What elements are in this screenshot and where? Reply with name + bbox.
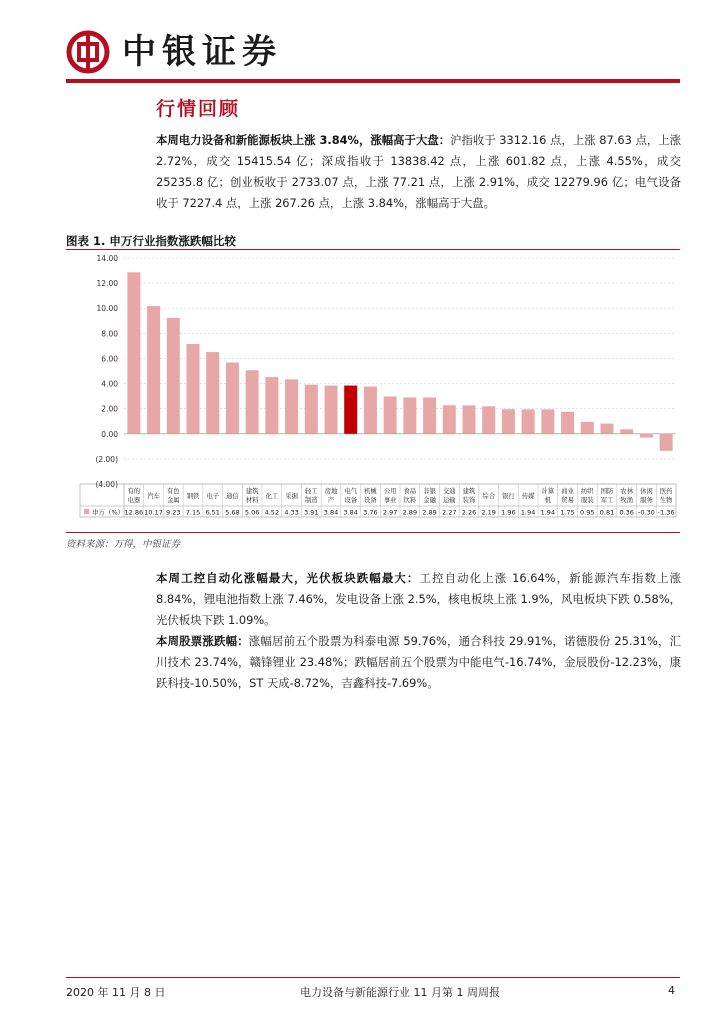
data-value-label: 5.06 (244, 508, 260, 517)
brand-name: 中银证券 (122, 32, 282, 72)
bar (127, 272, 140, 433)
y-tick-label: 10.00 (96, 304, 118, 314)
x-category-label: 事业 (383, 497, 397, 504)
data-value-label: 4.33 (284, 508, 299, 517)
footer-divider (66, 977, 680, 978)
bar (186, 344, 199, 434)
x-category-label: 农林 (620, 488, 634, 495)
data-value-label: 1.94 (520, 508, 536, 517)
bar (640, 434, 653, 438)
x-category-label: 商业 (561, 488, 574, 495)
y-tick-label: 12.00 (96, 279, 118, 289)
x-category-label: 军工 (600, 497, 614, 504)
bar (541, 409, 554, 433)
legend-label: 申万（%） (92, 508, 125, 517)
x-category-label: 国防 (600, 488, 614, 495)
industry-index-bar-chart (66, 250, 680, 520)
y-tick-label: 14.00 (96, 254, 118, 263)
data-value-label: 9.23 (166, 508, 181, 517)
bar (147, 306, 160, 434)
x-category-label: 运输 (442, 497, 456, 504)
data-value-label: 7.15 (185, 508, 201, 517)
x-category-label: 服务 (640, 497, 653, 504)
data-value-label: -1.36 (657, 508, 675, 517)
x-category-label: 有色 (166, 488, 180, 495)
stock-paragraph-lead: 本周股票涨跌幅： (156, 634, 249, 648)
x-category-label: 食品 (403, 488, 417, 495)
x-category-label: 贸易 (561, 497, 574, 504)
x-category-label: 金融 (423, 497, 436, 504)
data-value-label: 2.27 (442, 508, 457, 517)
figure-source: 资料来源：万得，中银证券 (66, 539, 181, 550)
x-category-label: 建筑 (245, 488, 259, 495)
x-category-label: 机 (544, 497, 552, 504)
data-value-label: 1.94 (540, 508, 556, 517)
x-category-label: 生物 (659, 497, 673, 504)
x-category-label: 电气 (344, 488, 358, 495)
x-category-label: 有的 (127, 488, 141, 495)
data-value-label: 12.86 (124, 508, 144, 517)
market-paragraph-lead: 本周电力设备和新能源板块上涨 3.84%，涨幅高于大盘： (156, 133, 451, 147)
market-paragraph-body: 沪指收于 3312.16 点，上涨 87.63 点，上涨 2.72%，成交 15415.54 亿；深成指收于 13838.42 点，上涨 601.82 点，上涨 4.55%，成交 25235.8 亿；创业板收于 2733.07 点，上涨 77.21 点，上涨 2.91%，成交 12279.96 亿；电气设备收于 7227.4 点，上涨 267.26 点，上涨 3.84%，涨幅高于大盘。 (156, 133, 682, 210)
data-value-label: -0.30 (638, 508, 655, 517)
bar (403, 397, 416, 433)
x-category-label: 传媒 (521, 493, 535, 500)
bar (206, 352, 219, 434)
y-tick-label: 4.00 (101, 379, 118, 389)
bar (364, 387, 377, 434)
bar (324, 386, 337, 434)
x-category-label: 房地 (324, 488, 338, 495)
x-category-label: 通信 (226, 493, 239, 500)
data-value-label: 4.52 (264, 508, 280, 517)
x-category-label: 综合 (482, 493, 496, 500)
bar (265, 377, 278, 434)
x-category-label: 化工 (265, 493, 279, 500)
x-category-label: 轻工 (304, 488, 318, 495)
bar (423, 397, 436, 433)
bar (522, 409, 535, 433)
data-value-label: 2.26 (461, 508, 477, 517)
data-value-label: 2.89 (402, 508, 418, 517)
x-category-label: 非银 (423, 488, 436, 495)
y-tick-label: 0.00 (101, 429, 118, 439)
report-header (66, 24, 686, 84)
bar (226, 362, 239, 433)
data-value-label: 5.68 (225, 508, 240, 517)
bar (581, 422, 594, 434)
data-value-label: 0.81 (599, 508, 615, 517)
bar (462, 405, 475, 433)
bar (561, 412, 574, 434)
x-category-label: 金属 (166, 497, 180, 504)
bar (305, 385, 318, 434)
x-category-label: 制造 (304, 497, 318, 504)
data-value-label: 2.89 (422, 508, 437, 517)
x-category-label: 建筑 (462, 488, 476, 495)
bar (443, 405, 456, 434)
subsector-paragraph-body: 工控自动化上涨 16.64%，新能源汽车指数上涨 8.84%，锂电池指数上涨 7.46%，发电设备上涨 2.5%，核电板块上涨 1.9%，风电板块下跌 0.58%，光伏板块下跌 1.09%。 (156, 571, 681, 627)
bar (482, 406, 495, 433)
bar (502, 409, 515, 434)
y-tick-label: 6.00 (101, 354, 118, 364)
x-category-label: 机械 (364, 488, 377, 495)
figure-bottom-rule (66, 532, 680, 533)
data-value-label: 3.84 (343, 508, 358, 517)
x-category-label: 采掘 (285, 493, 298, 500)
bar (344, 386, 357, 434)
x-category-label: 银行 (502, 493, 515, 500)
data-value-label: 1.75 (560, 508, 575, 517)
x-category-label: 电子 (206, 493, 220, 500)
y-tick-label: 2.00 (101, 404, 118, 414)
x-category-label: 计算 (541, 488, 555, 495)
data-value-label: 10.17 (144, 508, 163, 517)
stock-paragraph-body: 涨幅居前五个股票为科泰电源 59.76%，通合科技 29.91%，诺德股份 25.31%，汇川技术 23.74%，赣锋锂业 23.48%；跌幅居前五个股票为中能电气-16.74%，金辰股份-12.23%，康跃科技-10.50%，ST 天成-8.72%，吉鑫科技-7.69%。 (156, 634, 681, 690)
x-category-label: 材料 (245, 497, 259, 504)
bar (285, 379, 298, 433)
data-value-label: 0.95 (580, 508, 595, 517)
data-value-label: 2.97 (382, 508, 398, 517)
footer-report-title: 电力设备与新能源行业 11 月第 1 周周报 (300, 986, 500, 999)
x-category-label: 服装 (580, 497, 594, 504)
bar (620, 429, 633, 434)
data-value-label: 3.91 (304, 508, 319, 517)
footer-date: 2020 年 11 月 8 日 (66, 986, 166, 999)
bar (246, 370, 259, 434)
x-category-label: 装饰 (462, 497, 476, 504)
x-category-label: 纺织 (580, 488, 594, 495)
x-category-label: 休闲 (640, 488, 653, 495)
subsector-paragraph (156, 568, 681, 631)
bar (384, 396, 397, 433)
data-value-label: 3.76 (363, 508, 378, 517)
data-value-label: 0.36 (619, 508, 634, 517)
page-number: 4 (668, 984, 675, 997)
figure-title: 图表 1. 申万行业指数涨跌幅比较 (66, 234, 236, 248)
bar (660, 434, 673, 451)
bar (600, 424, 613, 434)
x-category-label: 公用 (383, 488, 397, 495)
x-category-label: 钢铁 (186, 493, 200, 500)
x-category-label: 设备 (364, 497, 377, 504)
subsector-paragraph-lead: 本周工控自动化涨幅最大，光伏板块跌幅最大： (156, 571, 420, 585)
bank-of-china-logo-icon (66, 30, 110, 74)
x-category-label: 牧渔 (620, 497, 634, 504)
stock-paragraph (156, 631, 681, 694)
y-tick-label: (4.00) (95, 480, 118, 489)
x-category-label: 医药 (659, 488, 673, 495)
data-value-label: 1.96 (501, 508, 516, 517)
bar (167, 318, 180, 434)
data-value-label: 3.84 (323, 508, 339, 517)
x-category-label: 交通 (442, 488, 456, 495)
data-value-label: 6.51 (205, 508, 220, 517)
x-category-label: 汽车 (147, 493, 160, 500)
y-tick-label: (2.00) (95, 454, 118, 464)
x-category-label: 电器 (127, 497, 141, 504)
x-category-label: 饮料 (403, 497, 417, 504)
section-title: 行情回顾 (156, 98, 241, 120)
x-category-label: 产 (327, 497, 335, 504)
x-category-label: 设备 (344, 497, 358, 504)
data-value-label: 2.19 (481, 508, 496, 517)
legend-swatch (84, 509, 89, 514)
market-paragraph (156, 130, 681, 214)
header-divider (66, 79, 680, 83)
y-tick-label: 8.00 (101, 329, 118, 339)
